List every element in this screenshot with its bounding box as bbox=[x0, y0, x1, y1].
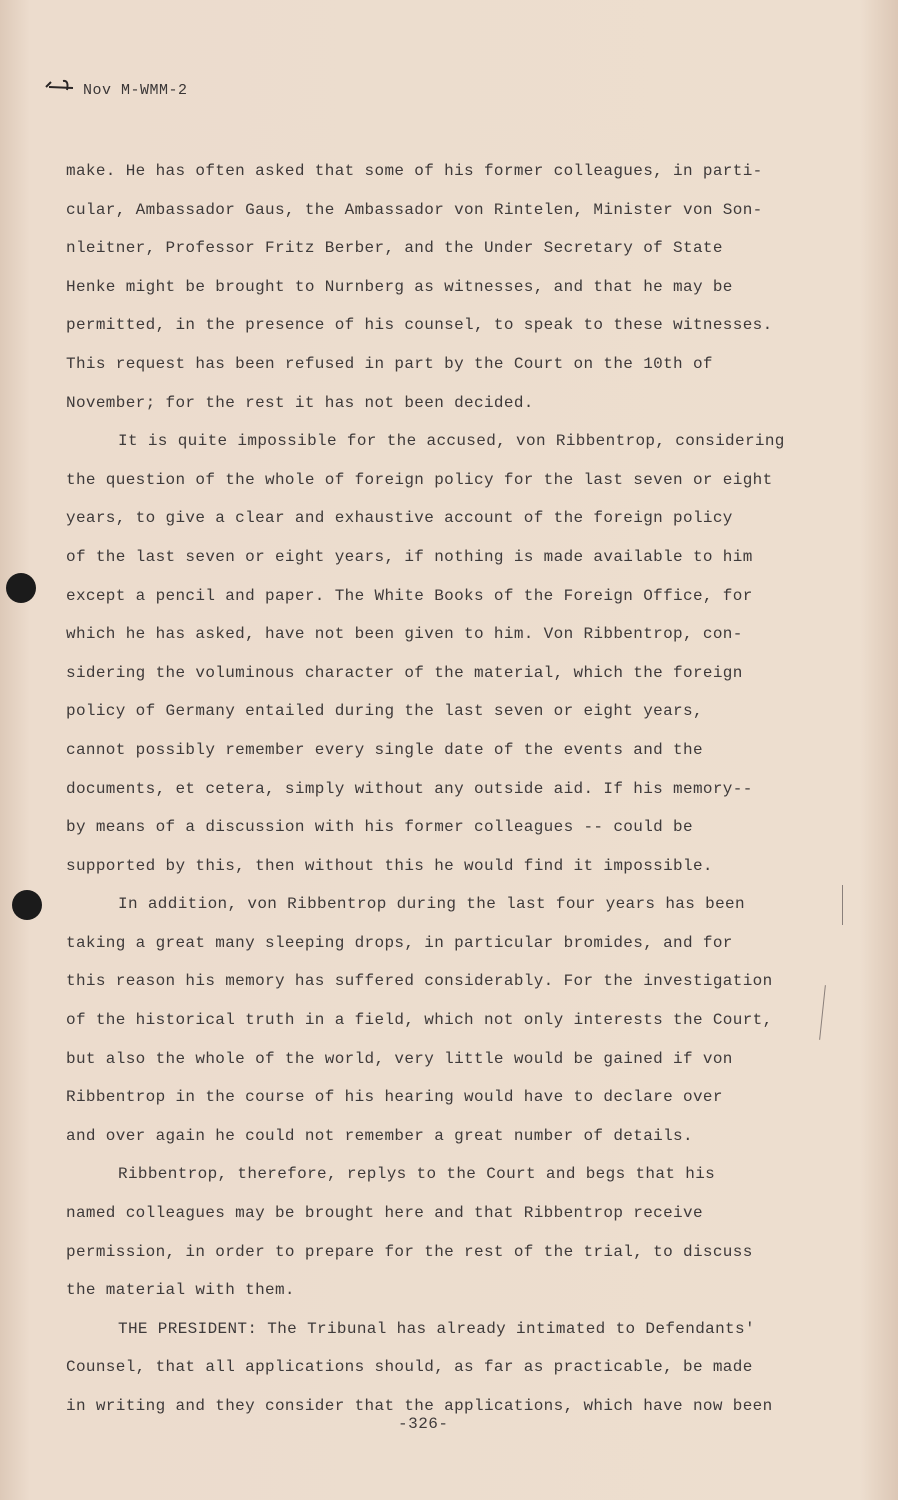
text-line: the question of the whole of foreign policy for the last seven or eight bbox=[66, 470, 773, 489]
text-line: It is quite impossible for the accused, von Ribbentrop, considering bbox=[118, 432, 785, 451]
text-line: this reason his memory has suffered considerably. For the investigation bbox=[66, 972, 773, 991]
text-line: This request has been refused in part by the Court on the 10th of bbox=[66, 354, 713, 373]
text-line: taking a great many sleeping drops, in particular bromides, and for bbox=[66, 933, 733, 952]
text-line: permission, in order to prepare for the rest of the trial, to discuss bbox=[66, 1242, 753, 1261]
text-line: THE PRESIDENT: The Tribunal has already intimated to Defendants' bbox=[118, 1319, 755, 1338]
text-line: but also the whole of the world, very little would be gained if von bbox=[66, 1049, 733, 1068]
punch-hole bbox=[6, 573, 36, 603]
handwritten-mark bbox=[45, 78, 63, 99]
text-line: cannot possibly remember every single date of the events and the bbox=[66, 740, 703, 759]
text-line: and over again he could not remember a great number of details. bbox=[66, 1126, 693, 1145]
text-line: cular, Ambassador Gaus, the Ambassador von Rintelen, Minister von Son- bbox=[66, 200, 763, 219]
text-line: permitted, in the presence of his counsel, to speak to these witnesses. bbox=[66, 316, 773, 335]
text-line: named colleagues may be brought here and that Ribbentrop receive bbox=[66, 1204, 703, 1223]
text-line: In addition, von Ribbentrop during the last four years has been bbox=[118, 895, 745, 914]
text-line: documents, et cetera, simply without any outside aid. If his memory-- bbox=[66, 779, 753, 798]
text-line: Ribbentrop, therefore, replys to the Court and begs that his bbox=[118, 1165, 716, 1184]
text-line: Counsel, that all applications should, as far as practicable, be made bbox=[66, 1358, 753, 1377]
margin-line bbox=[842, 885, 843, 925]
text-line: November; for the rest it has not been decided. bbox=[66, 393, 534, 412]
page-number: -326- bbox=[398, 1415, 449, 1433]
transcript-body bbox=[66, 152, 806, 1426]
text-line: Henke might be brought to Nurnberg as witnesses, and that he may be bbox=[66, 277, 733, 296]
text-line: except a pencil and paper. The White Books of the Foreign Office, for bbox=[66, 586, 753, 605]
text-line: nleitner, Professor Fritz Berber, and the Under Secretary of State bbox=[66, 239, 723, 258]
punch-hole bbox=[12, 890, 42, 920]
text-line: years, to give a clear and exhaustive account of the foreign policy bbox=[66, 509, 733, 528]
margin-line bbox=[819, 985, 826, 1040]
page-header bbox=[45, 78, 188, 99]
text-line: policy of Germany entailed during the last seven or eight years, bbox=[66, 702, 703, 721]
text-line: which he has asked, have not been given to him. Von Ribbentrop, con- bbox=[66, 625, 743, 644]
text-line: Ribbentrop in the course of his hearing would have to declare over bbox=[66, 1088, 723, 1107]
text-line: the material with them. bbox=[66, 1281, 295, 1300]
header-text: Nov M-WMM-2 bbox=[83, 82, 188, 99]
text-line: in writing and they consider that the applications, which have now been bbox=[66, 1397, 773, 1415]
text-line: of the historical truth in a field, which not only interests the Court, bbox=[66, 1011, 773, 1030]
text-line: of the last seven or eight years, if nothing is made available to him bbox=[66, 547, 753, 566]
text-line: make. He has often asked that some of his former colleagues, in parti- bbox=[66, 162, 763, 180]
text-line: supported by this, then without this he would find it impossible. bbox=[66, 856, 713, 875]
text-line: sidering the voluminous character of the material, which the foreign bbox=[66, 663, 743, 682]
text-line: by means of a discussion with his former colleagues -- could be bbox=[66, 818, 693, 837]
